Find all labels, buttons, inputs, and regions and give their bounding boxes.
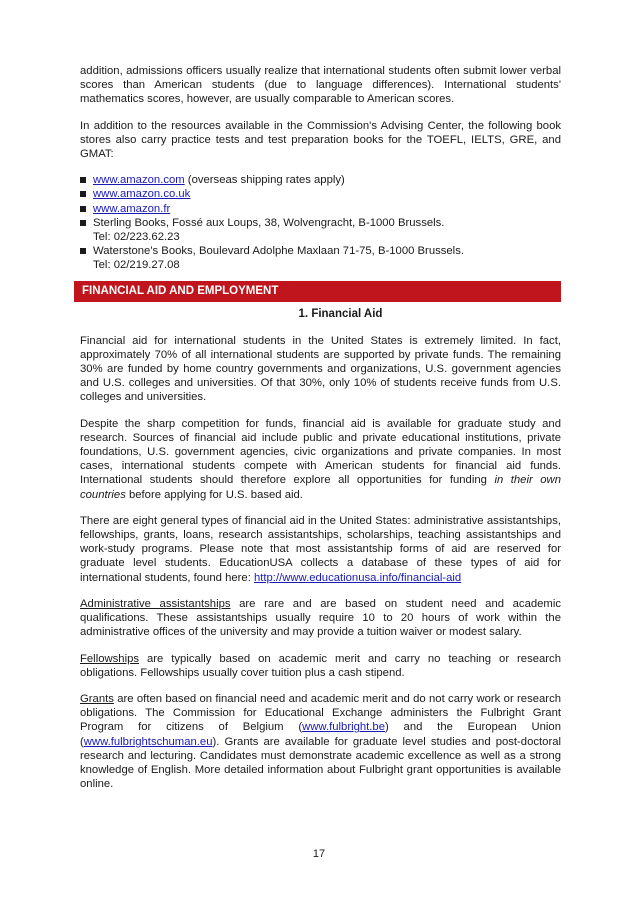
financial-aid-paragraph-3: There are eight general types of financial aid in the United States: administrative assistantships, fellowships, grants, loans, research assistantships, scholarships, teaching assistantships and work-study programs. Please note that most assistantship forms of aid are reserved for graduate level students. EducationUSA collects a database of these types of aid for international students, found here: http://www.educationusa.info/financial-aid	[80, 514, 561, 584]
list-item	[80, 202, 561, 216]
intro-paragraph-1: addition, admissions officers usually realize that international students often submit lower verbal scores than American students (due to language differences). International students' mathematics scores, however, are usually comparable to American scores.	[80, 65, 561, 106]
list-item	[80, 173, 561, 187]
fulbright-be-link[interactable]: www.fulbright.be	[302, 721, 385, 734]
administrative-assistantships-paragraph: Administrative assistantships are rare and are based on student need and academic qualifications. These assistantships usually require 10 to 20 hours of work within the administrative offices of the university and may provide a tuition waiver or modest salary.	[80, 597, 561, 639]
sterling-books-address: Sterling Books, Fossé aux Loups, 38, Wolvengracht, B-1000 Brussels.	[93, 216, 445, 229]
emphasis-text: in their own countries	[80, 474, 561, 501]
fellowships-term: Fellowships	[80, 652, 140, 665]
waterstones-phone: Tel: 02/219.27.08	[93, 259, 180, 272]
financial-aid-paragraph-2: Despite the sharp competition for funds, financial aid is available for graduate study and research. Sources of financial aid include public and private educational institutions, private foundations, U.S. government agencies, civic organizations and private companies. In most cases, international students compete with American students for financial aid funds. International students should therefore explore all opportunities for funding in their own countries before applying for U.S. based aid.	[80, 417, 561, 501]
square-bullet-icon	[80, 177, 86, 183]
intro-paragraph-2: In addition to the resources available in the Commission's Advising Center, the following book stores also carry practice tests and test preparation books for the TOEFL, IELTS, GRE, and GMAT:	[80, 119, 561, 161]
fellowships-paragraph: Fellowships are typically based on academic merit and carry no teaching or research obligations. Fellowships usually cover tuition plus a cash stipend.	[80, 652, 561, 679]
grants-term: Grants	[80, 692, 114, 705]
grants-paragraph: Grants are often based on financial need and academic merit and do not carry work or research obligations. The Commission for Educational Exchange administers the Fulbright Grant Program for citizens of Belgium (www.fulbright.be) and the European Union (www.fulbrightschuman.eu). Grants are available for graduate level studies and post-doctoral research and lecturing. Candidates must demonstrate academic excellence as well as a strong knowledge of English. More detailed information about Fulbright grant opportunities is available online.	[80, 692, 561, 791]
list-item	[80, 216, 561, 244]
administrative-assistantships-term: Administrative assistantships	[80, 597, 231, 610]
section-title: 1. Financial Aid	[298, 307, 383, 320]
bookstore-list	[80, 173, 561, 272]
square-bullet-icon	[80, 206, 86, 212]
shipping-note: (overseas shipping rates apply)	[184, 174, 345, 187]
square-bullet-icon	[80, 191, 86, 197]
fulbright-schuman-link[interactable]: www.fulbrightschuman.eu	[83, 735, 213, 748]
sterling-books-phone: Tel: 02/223.62.23	[93, 231, 180, 244]
document-page	[80, 64, 561, 791]
section-banner: FINANCIAL AID AND EMPLOYMENT	[74, 281, 561, 302]
square-bullet-icon	[80, 220, 86, 226]
educationusa-link[interactable]: http://www.educationusa.info/financial-aid	[253, 571, 462, 584]
waterstones-address: Waterstone's Books, Boulevard Adolphe Maxlaan 71-75, B-1000 Brussels.	[93, 245, 464, 258]
list-item	[80, 187, 561, 201]
square-bullet-icon	[80, 248, 86, 254]
amazon-fr-link[interactable]: www.amazon.fr	[93, 202, 171, 215]
financial-aid-paragraph-1: Financial aid for international students in the United States is extremely limited. In fact, approximately 70% of all international students are supported by private funds. The remaining 30% are funded by home country governments and organizations, U.S. government agencies and U.S. colleges and universities. Of that 30%, only 10% of students receive funds from U.S. colleges and universities.	[80, 334, 561, 404]
amazon-com-link[interactable]: www.amazon.com	[93, 174, 185, 187]
list-item	[80, 244, 561, 272]
amazon-co-uk-link[interactable]: www.amazon.co.uk	[93, 188, 191, 201]
page-number: 17	[312, 848, 326, 860]
